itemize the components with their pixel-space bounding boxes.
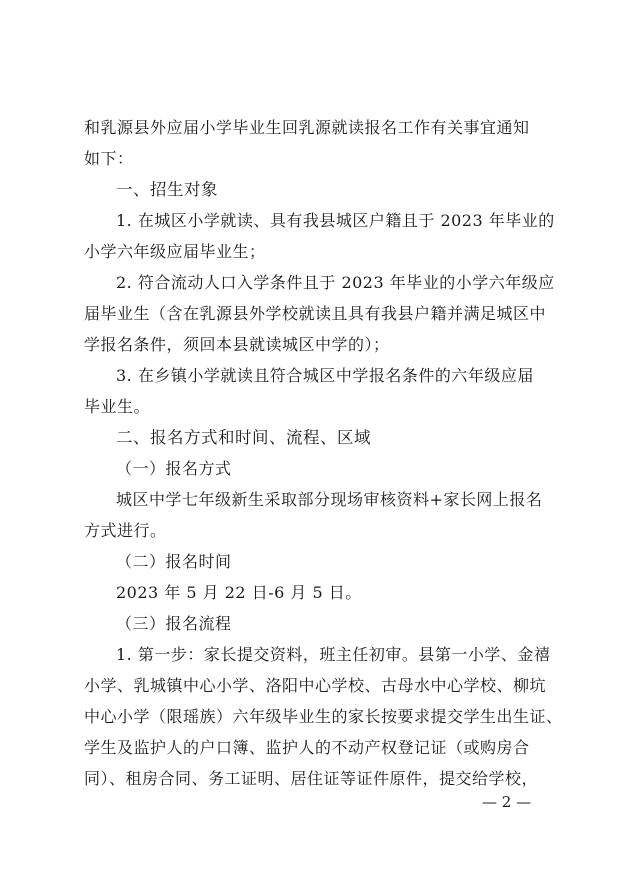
paragraph-line: 和乳源县外应届小学毕业生回乳源就读报名工作有关事宜通知 xyxy=(84,118,530,137)
subsection-heading-process: （三）报名流程 xyxy=(116,614,232,633)
paragraph-line: 2. 符合流动人口入学条件且于 2023 年毕业的小学六年级应 xyxy=(116,273,555,292)
section-heading-enrollment-targets: 一、招生对象 xyxy=(116,180,218,199)
paragraph-line: 毕业生。 xyxy=(84,397,151,416)
section-heading-registration: 二、报名方式和时间、流程、区域 xyxy=(116,428,371,447)
paragraph-line: 1. 第一步：家长提交资料，班主任初审。县第一小学、金禧 xyxy=(116,645,551,664)
paragraph-line: 如下： xyxy=(84,149,134,168)
paragraph-line: 1. 在城区小学就读、具有我县城区户籍且于 2023 年毕业的 xyxy=(116,211,555,230)
paragraph-line: 3. 在乡镇小学就读且符合城区中学报名条件的六年级应届 xyxy=(116,366,534,385)
paragraph-line: 方式进行。 xyxy=(84,521,167,540)
paragraph-line: 城区中学七年级新生采取部分现场审核资料+家长网上报名 xyxy=(116,490,543,509)
paragraph-line: 小学、乳城镇中心小学、洛阳中心学校、古母水中心学校、柳坑 xyxy=(84,676,547,695)
subsection-heading-time: （二）报名时间 xyxy=(116,552,232,571)
paragraph-line: 小学六年级应届毕业生； xyxy=(84,242,266,261)
paragraph-line: 中心小学（限瑶族）六年级毕业生的家长按要求提交学生出生证、 xyxy=(84,707,563,726)
paragraph-line: 届毕业生（含在乳源县外学校就读且具有我县户籍并满足城区中 xyxy=(84,304,547,323)
paragraph-line: 学报名条件，须回本县就读城区中学的）； xyxy=(84,335,390,354)
paragraph-line: 2023 年 5 月 22 日-6 月 5 日。 xyxy=(116,583,362,602)
page-number: — 2 — xyxy=(482,793,532,811)
paragraph-line: 学生及监护人的户口簿、监护人的不动产权登记证（或购房合 xyxy=(84,738,530,757)
subsection-heading-method: （一）报名方式 xyxy=(116,459,232,478)
paragraph-line: 同）、租房合同、务工证明、居住证等证件原件，提交给学校， xyxy=(84,769,539,788)
